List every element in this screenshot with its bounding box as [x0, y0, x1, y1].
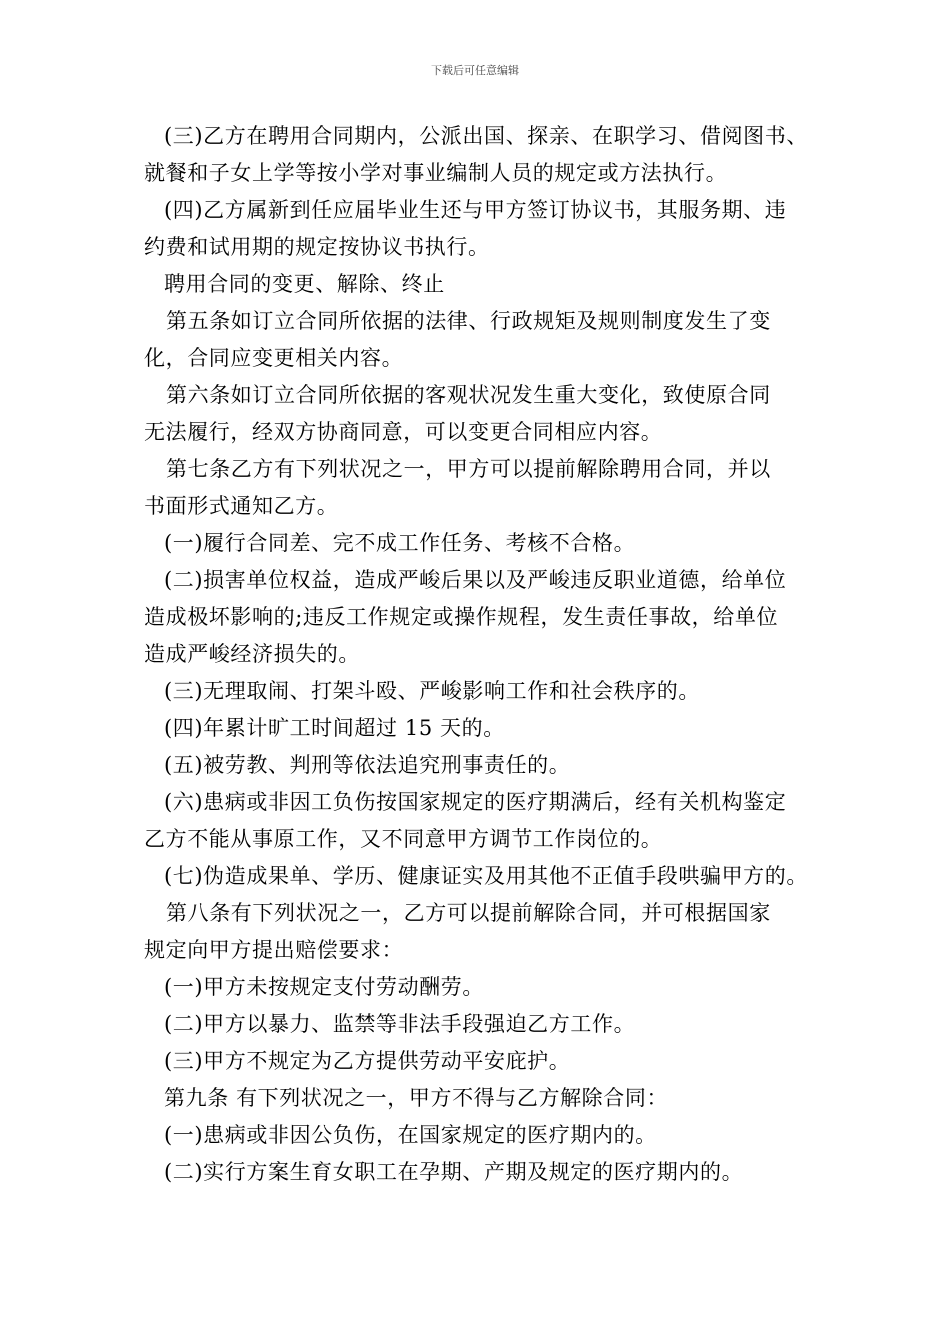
paragraph-line: (一)履行合同差、完不成工作任务、考核不合格。	[164, 531, 636, 555]
paragraph-line: 第九条 有下列状况之一，甲方不得与乙方解除合同：	[164, 1086, 669, 1110]
paragraph-line: 第五条如订立合同所依据的法律、行政规矩及规则制度发生了变	[166, 309, 771, 333]
paragraph-line: 规定向甲方提出赔偿要求：	[144, 938, 404, 962]
paragraph-line: 化，合同应变更相关内容。	[144, 346, 404, 370]
paragraph-line: 造成严峻经济损失的。	[144, 642, 360, 666]
paragraph-line: (四)年累计旷工时间超过 15 天的。	[164, 716, 505, 740]
paragraph-line: 就餐和子女上学等按小学对事业编制人员的规定或方法执行。	[144, 161, 728, 185]
paragraph-line: (六)患病或非因工负伤按国家规定的医疗期满后，经有关机构鉴定	[164, 790, 787, 814]
section-heading: 聘用合同的变更、解除、终止	[164, 272, 445, 296]
paragraph-line: (四)乙方属新到任应届毕业生还与甲方签订协议书，其服务期、违	[164, 198, 787, 222]
paragraph-line: (三)乙方在聘用合同期内，公派出国、探亲、在职学习、借阅图书、	[164, 124, 808, 148]
paragraph-line: (一)患病或非因公负伤，在国家规定的医疗期内的。	[164, 1123, 657, 1147]
paragraph-line: 无法履行，经双方协商同意，可以变更合同相应内容。	[144, 420, 663, 444]
paragraph-line: (七)伪造成果单、学历、健康证实及用其他不正值手段哄骗甲方的。	[164, 864, 808, 888]
paragraph-line: (二)甲方以暴力、监禁等非法手段强迫乙方工作。	[164, 1012, 636, 1036]
paragraph-line: (三)无理取闹、打架斗殴、严峻影响工作和社会秩序的。	[164, 679, 700, 703]
paragraph-line: 造成极坏影响的;违反工作规定或操作规程，发生责任事故，给单位	[144, 605, 779, 629]
paragraph-line: (二)损害单位权益，造成严峻后果以及严峻违反职业道德，给单位	[164, 568, 787, 592]
paragraph-line: (二)实行方案生育女职工在孕期、产期及规定的医疗期内的。	[164, 1160, 744, 1184]
paragraph-line: 书面形式通知乙方。	[144, 494, 339, 518]
paragraph-line: 第六条如订立合同所依据的客观状况发生重大变化，致使原合同	[166, 383, 771, 407]
paragraph-line: (五)被劳教、判刑等依法追究刑事责任的。	[164, 753, 571, 777]
document-body	[144, 118, 834, 1191]
paragraph-line: 乙方不能从事原工作，又不同意甲方调节工作岗位的。	[144, 827, 663, 851]
paragraph-line: (一)甲方未按规定支付劳动酬劳。	[164, 975, 484, 999]
paragraph-line: (三)甲方不规定为乙方提供劳动平安庇护。	[164, 1049, 571, 1073]
paragraph-line: 第七条乙方有下列状况之一，甲方可以提前解除聘用合同，并以	[166, 457, 771, 481]
paragraph-line: 第八条有下列状况之一，乙方可以提前解除合同，并可根据国家	[166, 901, 771, 925]
paragraph-line: 约费和试用期的规定按协议书执行。	[144, 235, 490, 259]
page-header: 下载后可任意编辑	[431, 64, 519, 77]
